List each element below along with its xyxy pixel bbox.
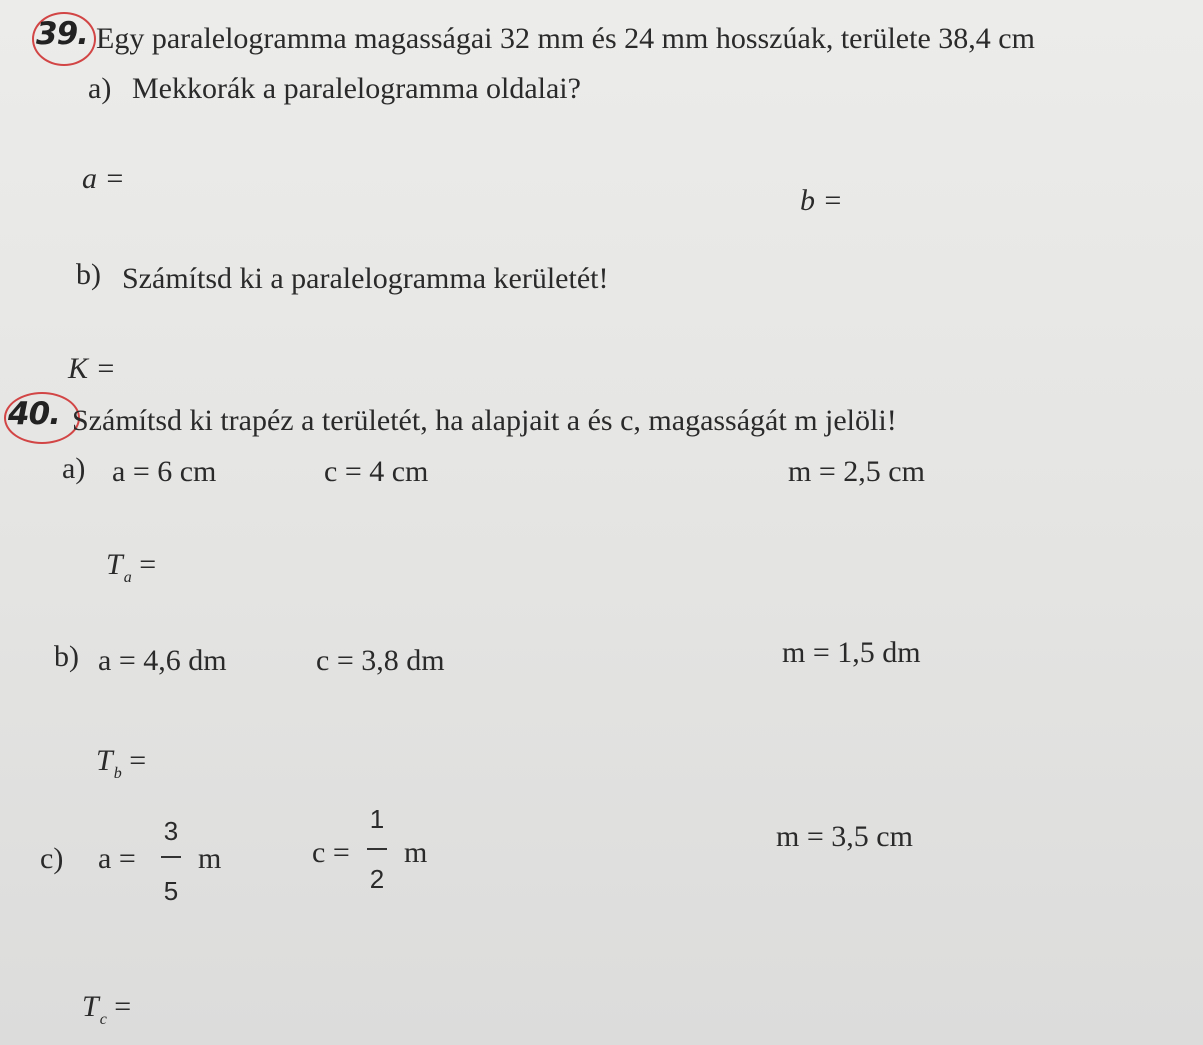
result-tc-equals: = <box>114 990 132 1023</box>
result-ta-symbol: T <box>106 548 123 581</box>
equation-a-blank <box>82 162 125 196</box>
problem-40c-c-unit: m <box>404 836 428 869</box>
result-tc-subscript: c <box>99 1011 107 1028</box>
problem-40c-a-unit: m <box>198 842 222 875</box>
problem-39-number: 39. <box>36 16 88 52</box>
problem-40c-a-denominator: 5 <box>163 876 179 906</box>
result-tc <box>82 990 132 1028</box>
problem-40b-c-value: c = 3,8 dm <box>316 644 445 677</box>
problem-40a-m-value: m = 2,5 cm <box>788 455 925 488</box>
problem-40c-m-value: m = 3,5 cm <box>776 820 913 853</box>
problem-40a-c-value: c = 4 cm <box>324 455 429 488</box>
problem-40c-c-prefix: c = <box>312 836 350 869</box>
equation-k-text: K = <box>68 352 116 385</box>
problem-39b-label: b) <box>76 258 101 291</box>
result-tb-subscript: b <box>113 765 122 782</box>
problem-39a-label: a) <box>88 72 112 105</box>
problem-40a-a-value: a = 6 cm <box>112 455 217 488</box>
result-tb <box>96 744 147 782</box>
problem-40-number: 40. <box>8 396 60 432</box>
problem-40c-c-numerator: 1 <box>369 804 385 834</box>
problem-40c-label: c) <box>40 842 64 875</box>
result-tb-symbol: T <box>96 744 113 777</box>
equation-k-blank <box>68 352 116 386</box>
problem-39b-text: Számítsd ki a paralelogramma kerületét! <box>122 262 609 295</box>
result-ta-subscript: a <box>123 569 132 586</box>
problem-40c-a-fraction-bar <box>161 856 181 858</box>
problem-40c-c-fraction-bar <box>367 848 387 850</box>
problem-40b-label: b) <box>54 640 79 673</box>
problem-40b-a-value: a = 4,6 dm <box>98 644 227 677</box>
problem-40b-m-value: m = 1,5 dm <box>782 636 921 669</box>
result-tb-equals: = <box>129 744 147 777</box>
problem-40c-c-denominator: 2 <box>369 864 385 894</box>
result-ta <box>106 548 157 586</box>
result-tc-symbol: T <box>82 990 99 1023</box>
problem-40c-a-numerator: 3 <box>163 816 179 846</box>
problem-39-text: Egy paralelogramma magasságai 32 mm és 24 mm hosszúak, területe 38,4 cm <box>96 22 1035 55</box>
problem-40c-a-prefix: a = <box>98 842 136 875</box>
result-ta-equals: = <box>139 548 157 581</box>
problem-40a-label: a) <box>62 452 86 485</box>
problem-40-text: Számítsd ki trapéz a területét, ha alapjait a és c, magasságát m jelöli! <box>72 404 897 437</box>
equation-b-text: b = <box>800 184 843 217</box>
equation-a-text: a = <box>82 162 125 195</box>
equation-b-blank <box>800 184 843 218</box>
problem-39a-text: Mekkorák a paralelogramma oldalai? <box>132 72 581 105</box>
